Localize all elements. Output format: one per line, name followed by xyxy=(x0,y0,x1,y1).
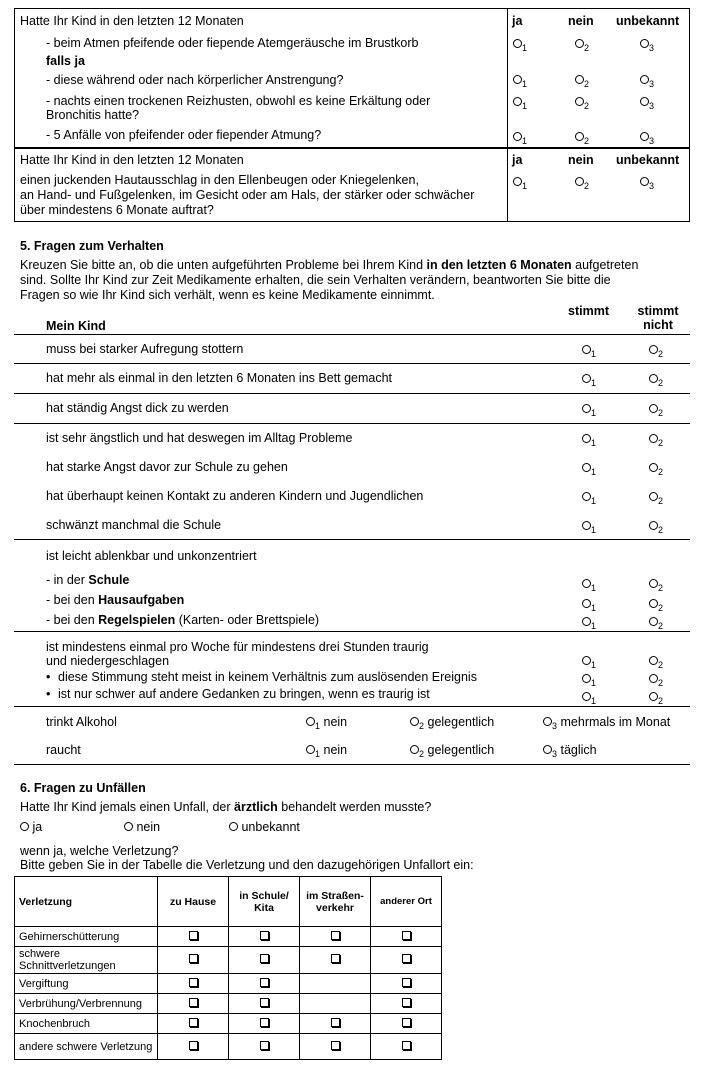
radio-number: 3 xyxy=(552,749,558,759)
radio-icon[interactable] xyxy=(582,674,591,683)
radio-number: 1 xyxy=(591,660,597,670)
s5-radio-stimmt-nicht[interactable] xyxy=(649,690,663,706)
s5-intro-1b: in den letzten 6 Monaten xyxy=(426,258,572,272)
s5-rule xyxy=(14,363,690,364)
s5-row-2: hat mehr als einmal in den letzten 6 Monaten ins Bett gemacht xyxy=(46,371,393,385)
radio-icon[interactable] xyxy=(649,521,658,530)
radio-icon[interactable] xyxy=(649,434,658,443)
row-label: Gehirnerschütterung xyxy=(15,927,158,947)
th-schule: in Schule/ Kita xyxy=(229,877,300,927)
radio-icon[interactable] xyxy=(582,345,591,354)
radio-number: 1 xyxy=(591,349,597,359)
s6-wenn: wenn ja, welche Verletzung? xyxy=(20,844,179,858)
radio-number: 2 xyxy=(658,696,664,706)
radio-number: 2 xyxy=(419,721,425,731)
table-cell xyxy=(229,927,300,947)
checkbox-icon[interactable] xyxy=(189,1018,198,1027)
table-cell xyxy=(229,947,300,974)
s5-row-1: muss bei starker Aufregung stottern xyxy=(46,342,244,356)
s5-radio-stimmt[interactable] xyxy=(582,654,596,670)
rauch-gel-label: gelegentlich xyxy=(427,743,495,757)
radio-icon[interactable] xyxy=(640,75,649,84)
radio-number: 2 xyxy=(658,467,664,477)
s5-radio-stimmt-nicht[interactable] xyxy=(649,461,663,477)
s6-q-pre: Hatte Ihr Kind jemals einen Unfall, der xyxy=(20,800,234,814)
s5-radio-stimmt[interactable] xyxy=(582,372,596,388)
table-cell xyxy=(158,974,229,994)
table-cell xyxy=(300,994,371,1014)
s5-radio-stimmt[interactable] xyxy=(582,672,596,688)
s5-row-5: hat starke Angst davor zur Schule zu gehen xyxy=(46,460,288,474)
radio-number: 1 xyxy=(591,378,597,388)
checkbox-icon[interactable] xyxy=(331,1041,340,1050)
s5-row-8b-bold: Hausaufgaben xyxy=(98,593,185,607)
table-cell xyxy=(371,994,442,1014)
radio-icon[interactable] xyxy=(582,617,591,626)
radio-icon[interactable] xyxy=(649,345,658,354)
s5-intro-3: Fragen so wie Ihr Kind sich verhält, wenn es keine Medikamente einnimmt. xyxy=(20,288,435,302)
table-cell xyxy=(371,927,442,947)
table-cell xyxy=(300,927,371,947)
radio-icon[interactable] xyxy=(513,39,522,48)
s5-radio-stimmt-nicht[interactable] xyxy=(649,432,663,448)
radio-icon[interactable] xyxy=(649,404,658,413)
radio-number: 2 xyxy=(658,678,664,688)
rauch-taeglich[interactable] xyxy=(543,743,597,759)
q4a-item-2: - diese während oder nach körperlicher Anstrengung? xyxy=(46,73,344,87)
table-cell xyxy=(300,1014,371,1034)
s6-q-bold: ärztlich xyxy=(234,800,278,814)
q4a-col-unbekannt: unbekannt xyxy=(616,14,680,28)
alk-nein[interactable] xyxy=(306,715,347,731)
radio-number: 1 xyxy=(315,749,321,759)
radio-number: 2 xyxy=(658,378,664,388)
row-label: Knochenbruch xyxy=(15,1014,158,1034)
s5-radio-stimmt-nicht[interactable] xyxy=(649,519,663,535)
radio-icon[interactable] xyxy=(582,374,591,383)
radio-icon[interactable] xyxy=(410,745,419,754)
q4a-r2-ja[interactable] xyxy=(513,73,527,89)
row-label: andere schwere Verletzung xyxy=(15,1034,158,1060)
q4a-r1-unb[interactable] xyxy=(640,37,654,53)
radio-number: 3 xyxy=(649,101,655,111)
radio-icon[interactable] xyxy=(649,599,658,608)
table-cell xyxy=(158,947,229,974)
radio-number: 2 xyxy=(658,583,664,593)
radio-number: 2 xyxy=(584,181,590,191)
injury-table xyxy=(14,876,442,1060)
q4a-item-3b: Bronchitis hatte? xyxy=(46,108,140,122)
table-cell xyxy=(371,947,442,974)
radio-icon[interactable] xyxy=(513,97,522,106)
th-verletzung: Verletzung xyxy=(15,877,158,927)
s5-radio-stimmt[interactable] xyxy=(582,402,596,418)
checkbox-icon[interactable] xyxy=(402,1041,411,1050)
table-cell xyxy=(371,974,442,994)
s5-row-8: ist leicht ablenkbar und unkonzentriert xyxy=(46,549,257,563)
q4a-r3-ja[interactable] xyxy=(513,95,527,111)
s5-rule xyxy=(14,539,690,540)
q4a-item-4: - 5 Anfälle von pfeifender oder fiepender Atmung? xyxy=(46,128,322,142)
radio-number: 2 xyxy=(658,603,664,613)
radio-number: 1 xyxy=(591,525,597,535)
th-zu-hause: zu Hause xyxy=(158,877,229,927)
s5-row-9c xyxy=(46,670,477,684)
s5-row-7: schwänzt manchmal die Schule xyxy=(46,518,222,532)
s5-rule xyxy=(14,631,690,632)
radio-number: 2 xyxy=(658,438,664,448)
radio-number: 3 xyxy=(552,721,558,731)
s5-rule xyxy=(14,334,690,335)
table-row xyxy=(15,1014,442,1034)
radio-icon[interactable] xyxy=(582,521,591,530)
checkbox-icon[interactable] xyxy=(260,1018,269,1027)
s5-raucht: raucht xyxy=(46,743,81,757)
s5-row-8c-post: (Karten- oder Brettspiele) xyxy=(175,613,320,627)
q4a-r1-ja[interactable] xyxy=(513,37,527,53)
s5-radio-stimmt[interactable] xyxy=(582,461,596,477)
table-row xyxy=(15,927,442,947)
checkbox-icon[interactable] xyxy=(189,931,198,940)
radio-number: 3 xyxy=(649,79,655,89)
radio-icon[interactable] xyxy=(575,132,584,141)
alk-mehrmals[interactable] xyxy=(543,715,670,731)
radio-icon[interactable] xyxy=(649,492,658,501)
s5-intro-2: sind. Sollte Ihr Kind zur Zeit Medikamente erhalten, die sein Verhalten verändern, beantworten Sie bitte die xyxy=(20,273,611,287)
checkbox-icon[interactable] xyxy=(331,931,340,940)
radio-icon[interactable] xyxy=(582,656,591,665)
radio-number: 1 xyxy=(522,79,528,89)
checkbox-icon[interactable] xyxy=(260,931,269,940)
radio-number: 2 xyxy=(658,496,664,506)
s5-radio-stimmt-nicht[interactable] xyxy=(649,615,663,631)
q4a-col-nein: nein xyxy=(568,14,594,28)
table-cell xyxy=(158,1034,229,1060)
table-cell xyxy=(158,927,229,947)
table-cell xyxy=(300,1034,371,1060)
s5-row-4: ist sehr ängstlich und hat deswegen im Alltag Probleme xyxy=(46,431,353,445)
radio-number: 1 xyxy=(522,43,528,53)
checkbox-icon[interactable] xyxy=(331,1018,340,1027)
s5-radio-stimmt[interactable] xyxy=(582,690,596,706)
s5-intro-1a: Kreuzen Sie bitte an, ob die unten aufgeführten Probleme bei Ihrem Kind xyxy=(20,258,427,272)
table-row xyxy=(15,974,442,994)
s5-rule xyxy=(14,393,690,394)
q4a-r1-nein[interactable] xyxy=(575,37,589,53)
s6-ja[interactable] xyxy=(20,820,42,834)
s5-intro-1c: aufgetreten xyxy=(571,258,639,272)
radio-number: 2 xyxy=(658,349,664,359)
radio-icon[interactable] xyxy=(649,374,658,383)
s5-row-8b-pre: - bei den xyxy=(46,593,99,607)
table-cell xyxy=(229,1014,300,1034)
s5-title: 5. Fragen zum Verhalten xyxy=(20,239,164,253)
q4b-line-1: einen juckenden Hautausschlag in den Ellenbeugen oder Kniegelenken, xyxy=(20,173,419,187)
row-label: schwere Schnittverletzungen xyxy=(15,947,158,974)
table-cell xyxy=(158,994,229,1014)
s5-row-8c xyxy=(46,613,319,627)
s5-row-3: hat ständig Angst dick zu werden xyxy=(46,401,229,415)
table-cell xyxy=(300,974,371,994)
radio-icon[interactable] xyxy=(582,492,591,501)
alk-nein-label: nein xyxy=(323,715,348,729)
s5-row-9d-text: ist nur schwer auf andere Gedanken zu bringen, wenn es traurig ist xyxy=(58,687,430,701)
q4a-item-1: - beim Atmen pfeifende oder fiepende Atemgeräusche im Brustkorb xyxy=(46,36,419,50)
radio-number: 2 xyxy=(658,660,664,670)
s5-radio-stimmt-nicht[interactable] xyxy=(649,577,663,593)
s5-row-6: hat überhaupt keinen Kontakt zu anderen Kindern und Jugendlichen xyxy=(46,489,424,503)
table-cell xyxy=(300,947,371,974)
q4a-r4-nein[interactable] xyxy=(575,130,589,146)
s5-radio-stimmt[interactable] xyxy=(582,597,596,613)
q4b-col-unbekannt: unbekannt xyxy=(616,153,680,167)
table-cell xyxy=(229,1034,300,1060)
s5-col-stimmt-nicht-2: nicht xyxy=(643,318,673,332)
alk-gelegentlich[interactable] xyxy=(410,715,494,731)
s6-unb-label: unbekannt xyxy=(241,820,300,834)
s5-radio-stimmt-nicht[interactable] xyxy=(649,372,663,388)
q4b-header: Hatte Ihr Kind in den letzten 12 Monaten xyxy=(20,153,244,167)
s5-alkohol: trinkt Alkohol xyxy=(46,715,117,729)
s5-col-stimmt-nicht-1: stimmt xyxy=(637,304,679,318)
s5-row-9d xyxy=(46,687,430,701)
s5-mein-kind: Mein Kind xyxy=(46,319,106,333)
radio-number: 2 xyxy=(658,621,664,631)
radio-number: 2 xyxy=(584,136,590,146)
s6-nein-label: nein xyxy=(136,820,161,834)
q4b-line-2: an Hand- und Fußgelenken, im Gesicht oder am Hals, der stärker oder schwächer xyxy=(20,188,475,202)
radio-icon[interactable] xyxy=(575,177,584,186)
radio-icon[interactable] xyxy=(582,692,591,701)
s5-radio-stimmt[interactable] xyxy=(582,343,596,359)
s5-radio-stimmt-nicht[interactable] xyxy=(649,672,663,688)
s5-radio-stimmt-nicht[interactable] xyxy=(649,654,663,670)
radio-icon[interactable] xyxy=(575,75,584,84)
q4a-r4-unb[interactable] xyxy=(640,130,654,146)
checkbox-icon[interactable] xyxy=(402,978,411,987)
radio-icon[interactable] xyxy=(649,463,658,472)
table-row xyxy=(15,947,442,974)
radio-icon[interactable] xyxy=(513,75,522,84)
radio-number: 1 xyxy=(591,583,597,593)
q4a-r2-unb[interactable] xyxy=(640,73,654,89)
rauch-nein[interactable] xyxy=(306,743,347,759)
radio-icon[interactable] xyxy=(640,39,649,48)
checkbox-icon[interactable] xyxy=(260,998,269,1007)
radio-icon[interactable] xyxy=(543,717,552,726)
q4b-col-nein: nein xyxy=(568,153,594,167)
radio-number: 2 xyxy=(584,43,590,53)
checkbox-icon[interactable] xyxy=(189,978,198,987)
rauch-nein-label: nein xyxy=(323,743,348,757)
s6-question xyxy=(20,800,431,814)
s5-rule xyxy=(14,423,690,424)
radio-icon[interactable] xyxy=(20,822,29,831)
s5-row-8b xyxy=(46,593,184,607)
s5-row-8a xyxy=(46,573,129,587)
table-cell xyxy=(371,1034,442,1060)
s5-radio-stimmt[interactable] xyxy=(582,615,596,631)
s5-row-8a-bold: Schule xyxy=(88,573,130,587)
table-row xyxy=(15,1034,442,1060)
radio-number: 2 xyxy=(584,79,590,89)
q4a-item-3a: - nachts einen trockenen Reizhusten, obwohl es keine Erkältung oder xyxy=(46,94,431,108)
alk-mehr-label: mehrmals im Monat xyxy=(560,715,671,729)
s5-row-9a: ist mindestens einmal pro Woche für mindestens drei Stunden traurig xyxy=(46,640,429,654)
s6-unbekannt[interactable] xyxy=(229,820,300,834)
s5-col-stimmt: stimmt xyxy=(568,304,609,318)
radio-icon[interactable] xyxy=(306,717,315,726)
s5-radio-stimmt[interactable] xyxy=(582,519,596,535)
radio-icon[interactable] xyxy=(649,674,658,683)
s5-intro-1 xyxy=(20,258,638,272)
q4b-nein[interactable] xyxy=(575,175,589,191)
row-label: Vergiftung xyxy=(15,974,158,994)
s5-rule xyxy=(14,764,690,765)
radio-icon[interactable] xyxy=(543,745,552,754)
radio-icon[interactable] xyxy=(649,692,658,701)
radio-icon[interactable] xyxy=(582,404,591,413)
radio-icon[interactable] xyxy=(649,579,658,588)
checkbox-icon[interactable] xyxy=(189,954,198,963)
radio-icon[interactable] xyxy=(582,463,591,472)
radio-icon[interactable] xyxy=(124,822,133,831)
radio-number: 1 xyxy=(591,678,597,688)
checkbox-icon[interactable] xyxy=(189,998,198,1007)
radio-icon[interactable] xyxy=(582,599,591,608)
radio-number: 1 xyxy=(522,136,528,146)
rauch-gelegentlich[interactable] xyxy=(410,743,494,759)
radio-number: 3 xyxy=(649,181,655,191)
checkbox-icon[interactable] xyxy=(260,978,269,987)
s6-nein[interactable] xyxy=(124,820,160,834)
radio-number: 2 xyxy=(584,101,590,111)
radio-icon[interactable] xyxy=(410,717,419,726)
s5-radio-stimmt-nicht[interactable] xyxy=(649,597,663,613)
radio-number: 1 xyxy=(522,181,528,191)
radio-number: 1 xyxy=(522,101,528,111)
row-label: Verbrühung/Verbrennung xyxy=(15,994,158,1014)
radio-icon[interactable] xyxy=(513,177,522,186)
alk-gel-label: gelegentlich xyxy=(427,715,495,729)
q4a-falls-ja: falls ja xyxy=(46,54,85,68)
radio-icon[interactable] xyxy=(649,656,658,665)
radio-icon[interactable] xyxy=(513,132,522,141)
radio-icon[interactable] xyxy=(582,579,591,588)
s5-radio-stimmt-nicht[interactable] xyxy=(649,490,663,506)
s5-radio-stimmt[interactable] xyxy=(582,577,596,593)
radio-number: 2 xyxy=(419,749,425,759)
th-verkehr: im Straßen-verkehr xyxy=(300,877,371,927)
table-cell xyxy=(229,994,300,1014)
radio-number: 1 xyxy=(315,721,321,731)
table-cell xyxy=(158,1014,229,1034)
radio-number: 1 xyxy=(591,408,597,418)
radio-icon[interactable] xyxy=(229,822,238,831)
radio-icon[interactable] xyxy=(640,132,649,141)
s6-q-post: behandelt werden musste? xyxy=(277,800,432,814)
s5-row-8a-pre: - in der xyxy=(46,573,89,587)
th-ort: anderer Ort xyxy=(371,877,442,927)
checkbox-icon[interactable] xyxy=(402,998,411,1007)
q4a-r3-nein[interactable] xyxy=(575,95,589,111)
radio-number: 1 xyxy=(591,438,597,448)
q4a-r4-ja[interactable] xyxy=(513,130,527,146)
checkbox-icon[interactable] xyxy=(260,954,269,963)
q4a-r3-unb[interactable] xyxy=(640,95,654,111)
q4b-ja[interactable] xyxy=(513,175,527,191)
table-row xyxy=(15,994,442,1014)
table-cell xyxy=(371,1014,442,1034)
radio-number: 1 xyxy=(591,621,597,631)
s5-radio-stimmt-nicht[interactable] xyxy=(649,343,663,359)
radio-number: 2 xyxy=(658,408,664,418)
checkbox-icon[interactable] xyxy=(331,954,340,963)
bullet-icon: • xyxy=(46,670,51,684)
bullet-icon: • xyxy=(46,687,51,701)
rauch-taeg-label: täglich xyxy=(560,743,597,757)
s5-radio-stimmt[interactable] xyxy=(582,432,596,448)
s5-radio-stimmt-nicht[interactable] xyxy=(649,402,663,418)
radio-number: 3 xyxy=(649,43,655,53)
radio-number: 2 xyxy=(658,525,664,535)
radio-icon[interactable] xyxy=(649,617,658,626)
s6-ja-label: ja xyxy=(32,820,43,834)
s5-radio-stimmt[interactable] xyxy=(582,490,596,506)
checkbox-icon[interactable] xyxy=(189,1041,198,1050)
s5-row-8c-bold: Regelspielen xyxy=(98,613,176,627)
radio-number: 1 xyxy=(591,496,597,506)
radio-icon[interactable] xyxy=(575,97,584,106)
s5-col-stimmt-nicht xyxy=(630,304,686,332)
q4b-line-3: über mindestens 6 Monate auftrat? xyxy=(20,203,214,217)
radio-icon[interactable] xyxy=(306,745,315,754)
s6-title: 6. Fragen zu Unfällen xyxy=(20,781,146,795)
radio-icon[interactable] xyxy=(640,177,649,186)
s5-row-8c-pre: - bei den xyxy=(46,613,99,627)
q4b-unb[interactable] xyxy=(640,175,654,191)
table-cell xyxy=(229,974,300,994)
q4a-col-ja: ja xyxy=(512,14,523,28)
checkbox-icon[interactable] xyxy=(402,931,411,940)
radio-number: 1 xyxy=(591,603,597,613)
s5-row-9b: und niedergeschlagen xyxy=(46,654,170,668)
checkbox-icon[interactable] xyxy=(260,1041,269,1050)
radio-number: 3 xyxy=(649,136,655,146)
radio-number: 1 xyxy=(591,696,597,706)
q4b-col-ja: ja xyxy=(512,153,523,167)
checkbox-icon[interactable] xyxy=(402,1018,411,1027)
checkbox-icon[interactable] xyxy=(402,954,411,963)
q4a-r2-nein[interactable] xyxy=(575,73,589,89)
radio-icon[interactable] xyxy=(582,434,591,443)
q4a-header: Hatte Ihr Kind in den letzten 12 Monaten xyxy=(20,14,244,28)
radio-icon[interactable] xyxy=(640,97,649,106)
s6-bitte: Bitte geben Sie in der Tabelle die Verletzung und den dazugehörigen Unfallort ein: xyxy=(20,858,474,872)
s5-rule xyxy=(14,706,690,707)
radio-icon[interactable] xyxy=(575,39,584,48)
radio-number: 1 xyxy=(591,467,597,477)
s5-row-9c-text: diese Stimmung steht meist in keinem Verhältnis zum auslösenden Ereignis xyxy=(58,670,477,684)
